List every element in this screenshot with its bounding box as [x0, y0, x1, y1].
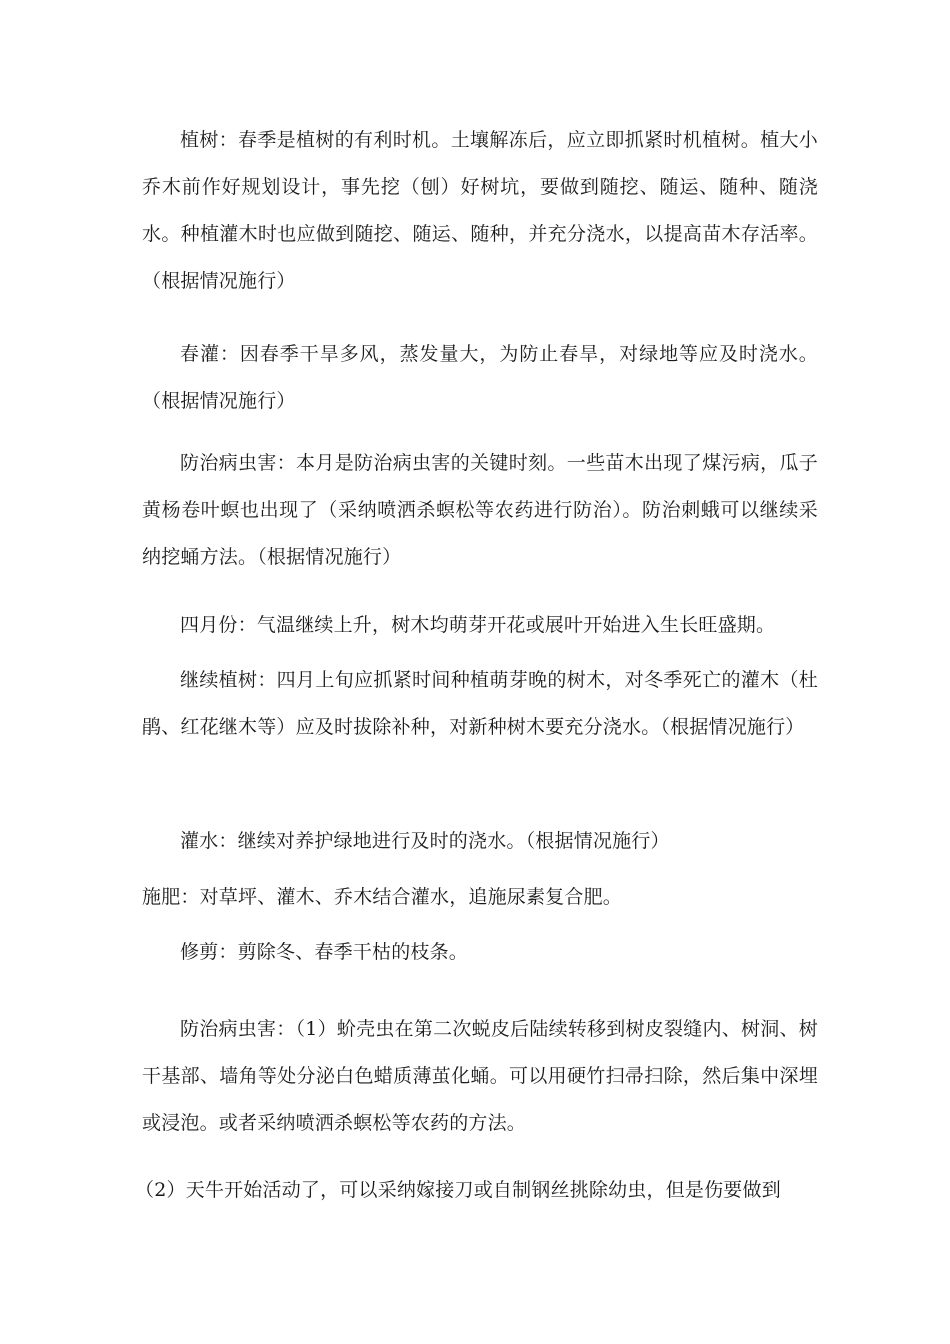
paragraph-pruning: 修剪：剪除冬、春季干枯的枝条。: [180, 941, 469, 963]
paragraph-watering: 灌水：继续对养护绿地进行及时的浇水。（根据情况施行）: [180, 830, 670, 852]
paragraph-pest-control-april: 防治病虫害：（1）蚧壳虫在第二次蜕皮后陆续转移到树皮裂缝内、树洞、树干基部、墙角等处分泌白色蜡质薄茧化蛹。可以用硬竹扫帚扫除，然后集中深埋或浸泡。或者采纳喷洒杀螟松等农药的方法。: [142, 1018, 818, 1134]
paragraph-longhorn-beetle: （2）天牛开始活动了，可以采纳嫁接刀或自制钢丝挑除幼虫，但是伤要做到: [135, 1179, 781, 1201]
paragraph-fertilizing: 施肥：对草坪、灌木、乔木结合灌水，追施尿素复合肥。: [142, 886, 623, 908]
paragraph-spring-irrigation: 春灌：因春季干旱多风，蒸发量大，为防止春旱，对绿地等应及时浇水。（根据情况施行）: [142, 343, 818, 412]
paragraph-planting: 植树：春季是植树的有利时机。土壤解冻后，应立即抓紧时机植树。植大小乔木前作好规划设计，事先挖（刨）好树坑，要做到随挖、随运、随种、随浇水。种植灌木时也应做到随挖、随运、随种，并充分浇水，以提高苗木存活率。（根据情况施行）: [142, 129, 818, 292]
paragraph-april: 四月份：气温继续上升，树木均萌芽开花或展叶开始进入生长旺盛期。: [180, 614, 776, 636]
paragraph-continue-planting: 继续植树：四月上旬应抓紧时间种植萌芽晚的树木，对冬季死亡的灌木（杜鹃、红花继木等）应及时拔除补种，对新种树木要充分浇水。（根据情况施行）: [142, 669, 818, 738]
paragraph-pest-control-march: 防治病虫害：本月是防治病虫害的关键时刻。一些苗木出现了煤污病，瓜子黄杨卷叶螟也出现了（采纳喷洒杀螟松等农药进行防治）。防治刺蛾可以继续采纳挖蛹方法。（根据情况施行）: [142, 452, 818, 568]
